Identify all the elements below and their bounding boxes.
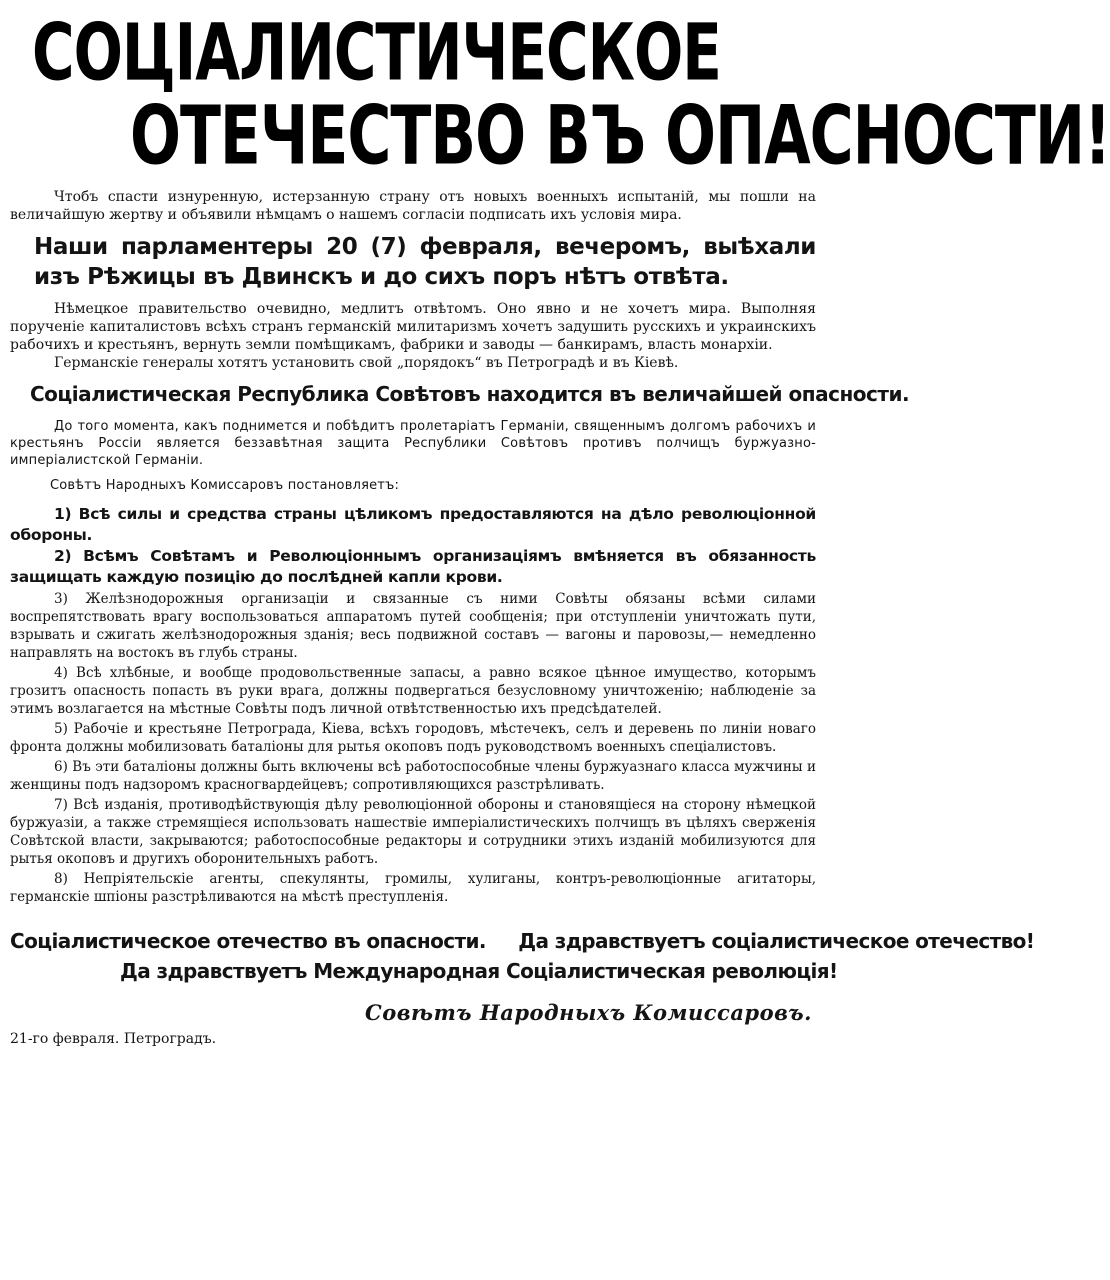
slogan-fatherland-in-danger: Соціалистическое отечество въ опасности. [10,929,486,953]
closing-slogans-row [10,926,1035,956]
council-resolves-line: Совѣтъ Народныхъ Комиссаровъ постановляетъ: [50,478,400,493]
signature: Совѣтъ Народныхъ Комиссаровъ. [365,1000,812,1025]
slogan-long-live-fatherland: Да здравствуетъ соціалистическое отечество! [518,929,1035,953]
decree-item-3: 3) Желѣзнодорожныя организаціи и связанные съ ними Совѣты обязаны всѣми силами воспрепятствовать врагу воспользоваться аппаратомъ путей сообщенія; при отступленіи уничтожать пути, взрывать и сжигать желѣзнодорожныя зданія; весь подвижной составъ — вагоны и паровозы,— немедленно направлять на востокъ въ глубь страны. [10,591,816,661]
decree-item-7: 7) Всѣ изданія, противодѣйствующія дѣлу революціонной обороны и становящіеся на сторону нѣмецкой буржуазіи, а также стремящіеся использовать нашествіе имперіалистическихъ полчищъ въ цѣляхъ сверженія Совѣтской власти, закрываются; работоспособные редакторы и сотрудники этихъ изданій мобилизуются для рытья окоповъ и другихъ оборонительныхъ работъ. [10,797,816,867]
decree-item-1: 1) Всѣ силы и средства страны цѣликомъ предоставляются на дѣло революціонной обороны. [10,505,816,544]
dateline: 21-го февраля. Петроградъ. [10,1031,217,1047]
republic-danger-heading: Соціалистическая Республика Совѣтовъ находится въ величайшей опасности. [30,382,910,406]
decree-item-2: 2) Всѣмъ Совѣтамъ и Революціоннымъ организаціямъ вмѣняется въ обязанность защищать каждую позицію до послѣдней капли крови. [10,547,816,586]
decree-item-4: 4) Всѣ хлѣбные, и вообще продовольственные запасы, а равно всякое цѣнное имущество, которымъ грозитъ опасность попасть въ руки врага, должны подвергаться безусловному уничтоженію; наблюденіе за этимъ возлагается на мѣстные Совѣты подъ личной отвѣтственностью ихъ предсѣдателей. [10,665,816,717]
german-government-paragraph: Нѣмецкое правительство очевидно, медлитъ отвѣтомъ. Оно явно и не хочетъ мира. Выполняя порученіе капиталистовъ всѣхъ странъ германскій милитаризмъ хочетъ задушить русскихъ и украинскихъ рабочихъ и крестьянъ, вернуть земли помѣщикамъ, фабрики и заводы — банкирамъ, власть монархіи. [10,301,816,353]
proletariat-paragraph: До того момента, какъ поднимется и побѣдитъ пролетаріатъ Германіи, священнымъ долгомъ рабочихъ и крестьянъ Россіи является беззавѣтная защита Республики Совѣтовъ противъ полчищъ буржуазно-имперіалистской Германіи. [10,419,816,468]
intro-paragraph: Чтобъ спасти изнуренную, истерзанную страну отъ новыхъ военныхъ испытаній, мы пошли на величайшую жертву и объявили нѣмцамъ о нашемъ согласіи подписать ихъ условія мира. [10,189,816,223]
decree-item-6: 6) Въ эти баталіоны должны быть включены всѣ работоспособные члены буржуазнаго класса мужчины и женщины подъ надзоромъ красногвардейцевъ; сопротивляющихся разстрѣливать. [10,759,816,793]
decree-item-8: 8) Непріятельскіе агенты, спекулянты, громилы, хулиганы, контръ-революціонные агитаторы, германскіе шпіоны разстрѣливаются на мѣстѣ преступленія. [10,871,816,905]
headline-line-1: СОЦІАЛИСТИЧЕСКОЕ [32,6,721,99]
decree-item-5: 5) Рабочіе и крестьяне Петрограда, Кіева, всѣхъ городовъ, мѣстечекъ, селъ и деревень по линіи новаго фронта должны мобилизовать баталіоны для рытья окоповъ подъ руководствомъ военныхъ спеціалистовъ. [10,721,816,755]
german-generals-paragraph: Германскіе генералы хотятъ установить свой „порядокъ“ въ Петроградѣ и въ Кіевѣ. [54,355,679,371]
headline-line-2: ОТЕЧЕСТВО ВЪ ОПАСНОСТИ! [130,89,1110,184]
slogan-international-revolution: Да здравствуетъ Международная Соціалистическая революція! [120,959,838,983]
parliamentarians-paragraph: Наши парламентеры 20 (7) февраля, вечеромъ, выѣхали изъ Рѣжицы въ Двинскъ и до сихъ поръ нѣтъ отвѣта. [34,234,816,290]
